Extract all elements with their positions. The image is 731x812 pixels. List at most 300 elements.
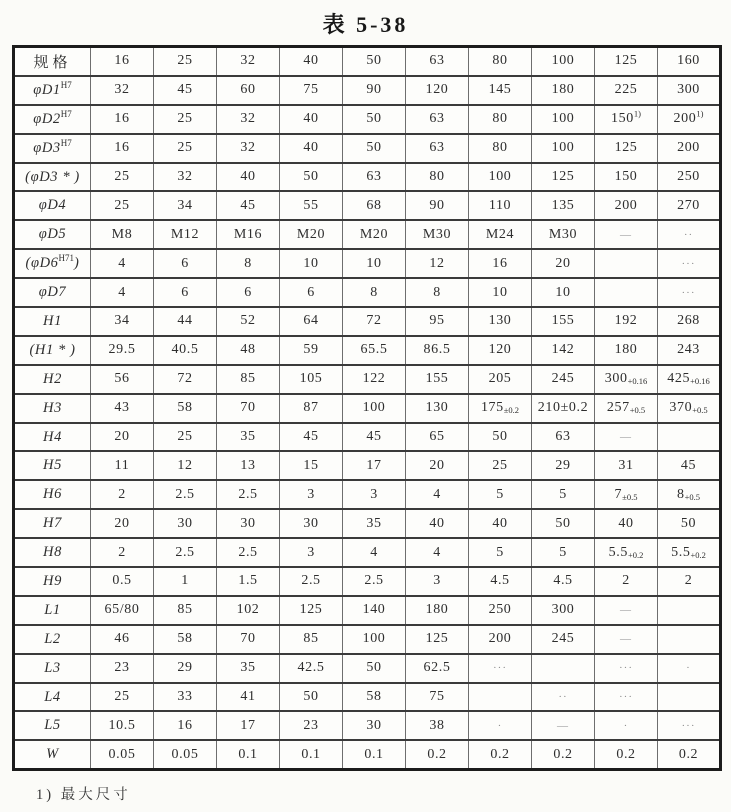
table-cell: 210±0.2 <box>532 394 595 423</box>
table-cell: 25 <box>154 105 217 134</box>
table-cell: 6 <box>280 278 343 307</box>
table-cell: 80 <box>469 105 532 134</box>
table-cell: 300 <box>532 596 595 625</box>
table-cell: 20 <box>532 249 595 278</box>
table-cell: 150$^{1)}$ <box>595 105 658 134</box>
table-cell: 30 <box>280 509 343 538</box>
table-cell: 130 <box>469 307 532 336</box>
table-cell: 25 <box>154 47 217 76</box>
table-cell: 200 <box>658 134 721 163</box>
table-row <box>14 249 721 278</box>
table-cell: 245 <box>532 625 595 654</box>
table-cell: 30 <box>154 509 217 538</box>
table-cell: 4.5 <box>532 567 595 596</box>
table-cell <box>469 683 532 712</box>
table-cell: · <box>658 654 721 683</box>
table-cell: 16 <box>469 249 532 278</box>
table-cell <box>658 625 721 654</box>
table-cell: 140 <box>343 596 406 625</box>
table-row <box>14 480 721 509</box>
table-cell: ··· <box>595 654 658 683</box>
table-cell: ··· <box>595 683 658 712</box>
table-cell: 200 <box>469 625 532 654</box>
table-cell: 268 <box>658 307 721 336</box>
table-cell: 35 <box>217 423 280 452</box>
table-cell: 70 <box>217 394 280 423</box>
table-cell: 45 <box>280 423 343 452</box>
table-cell: 72 <box>343 307 406 336</box>
table-cell: — <box>595 220 658 249</box>
table-cell: 0.2 <box>532 740 595 769</box>
table-row <box>14 278 721 307</box>
table-row <box>14 654 721 683</box>
table-row <box>14 307 721 336</box>
table-cell: 32 <box>217 47 280 76</box>
table-cell: 225 <box>595 76 658 105</box>
table-cell: 59 <box>280 336 343 365</box>
table-cell: 32 <box>217 134 280 163</box>
table-cell: 85 <box>217 365 280 394</box>
table-cell: ·· <box>532 683 595 712</box>
table-cell: M30 <box>532 220 595 249</box>
table-cell: 58 <box>154 625 217 654</box>
table-cell: 58 <box>154 394 217 423</box>
table-cell: 65.5 <box>343 336 406 365</box>
table-cell: M20 <box>280 220 343 249</box>
spec-table <box>12 45 722 771</box>
table-cell: 0.05 <box>91 740 154 769</box>
table-cell: 5 <box>469 538 532 567</box>
table-cell: 4 <box>91 249 154 278</box>
row-label-cell: H4 <box>14 423 91 452</box>
table-cell: $5.5_{+0.2}$ <box>658 538 721 567</box>
footnote: 1) 最大尺寸 <box>36 787 131 803</box>
table-cell: 2.5 <box>154 480 217 509</box>
table-row <box>14 451 721 480</box>
table-cell: 4.5 <box>469 567 532 596</box>
row-label-cell: W <box>14 740 91 769</box>
table-cell: $7_{\pm 0.5}$ <box>595 480 658 509</box>
table-cell: $8_{+0.5}$ <box>658 480 721 509</box>
table-cell: 40 <box>217 163 280 192</box>
table-cell: 110 <box>469 191 532 220</box>
table-cell: M8 <box>91 220 154 249</box>
table-cell: 33 <box>154 683 217 712</box>
table-cell: 102 <box>217 596 280 625</box>
table-cell: 50 <box>280 163 343 192</box>
table-cell: 0.1 <box>217 740 280 769</box>
table-row <box>14 163 721 192</box>
table-cell: $425_{+0.16}$ <box>658 365 721 394</box>
table-cell: 25 <box>91 191 154 220</box>
table-cell: 15 <box>280 451 343 480</box>
table-cell: 3 <box>343 480 406 509</box>
table-row <box>14 47 721 76</box>
table-cell: ··· <box>469 654 532 683</box>
row-label-cell: L3 <box>14 654 91 683</box>
table-cell: 25 <box>154 423 217 452</box>
table-cell: 10 <box>532 278 595 307</box>
table-cell: 2 <box>91 480 154 509</box>
table-cell: 40 <box>280 47 343 76</box>
table-cell <box>658 423 721 452</box>
row-label-cell: L2 <box>14 625 91 654</box>
row-label-cell: $(\varphi D6^{H71})$ <box>14 249 91 278</box>
table-row <box>14 105 721 134</box>
table-cell: 45 <box>658 451 721 480</box>
table-cell: 48 <box>217 336 280 365</box>
row-label-cell: H2 <box>14 365 91 394</box>
table-cell: 50 <box>532 509 595 538</box>
table-cell: 130 <box>406 394 469 423</box>
table-cell: 63 <box>406 134 469 163</box>
table-cell: M12 <box>154 220 217 249</box>
table-cell <box>595 278 658 307</box>
table-cell: 3 <box>406 567 469 596</box>
table-row <box>14 567 721 596</box>
row-label-cell: $\varphi D1^{H7}$ <box>14 76 91 105</box>
table-cell: $175_{\pm 0.2}$ <box>469 394 532 423</box>
table-cell: 68 <box>343 191 406 220</box>
table-cell: 29.5 <box>91 336 154 365</box>
table-cell: 63 <box>343 163 406 192</box>
table-cell: 3 <box>280 538 343 567</box>
table-cell: $257_{+0.5}$ <box>595 394 658 423</box>
table-cell: 29 <box>532 451 595 480</box>
table-cell: 80 <box>469 134 532 163</box>
table-cell: 29 <box>154 654 217 683</box>
table-cell: 56 <box>91 365 154 394</box>
table-cell: 0.5 <box>91 567 154 596</box>
row-label-cell: $\varphi D2^{H7}$ <box>14 105 91 134</box>
table-cell: 2.5 <box>280 567 343 596</box>
table-cell: 40 <box>280 134 343 163</box>
table-cell: 34 <box>154 191 217 220</box>
table-cell: 8 <box>343 278 406 307</box>
table-cell: 35 <box>343 509 406 538</box>
table-cell: 87 <box>280 394 343 423</box>
table-cell: 4 <box>406 538 469 567</box>
table-cell: 25 <box>154 134 217 163</box>
table-cell: 45 <box>154 76 217 105</box>
table-title: 表 5-38 <box>322 12 409 37</box>
table-cell: 85 <box>154 596 217 625</box>
table-row <box>14 76 721 105</box>
table-cell: · <box>595 711 658 740</box>
table-cell: 4 <box>91 278 154 307</box>
table-cell: 5 <box>469 480 532 509</box>
table-cell: 142 <box>532 336 595 365</box>
table-cell: 50 <box>343 654 406 683</box>
table-row <box>14 711 721 740</box>
table-cell: 90 <box>406 191 469 220</box>
table-cell: 95 <box>406 307 469 336</box>
table-cell: 125 <box>595 47 658 76</box>
table-cell: 150 <box>595 163 658 192</box>
table-cell: 17 <box>343 451 406 480</box>
table-cell: 1.5 <box>217 567 280 596</box>
row-label-cell: L4 <box>14 683 91 712</box>
table-cell: 45 <box>343 423 406 452</box>
table-cell: — <box>595 625 658 654</box>
table-row <box>14 365 721 394</box>
table-cell: 2.5 <box>217 538 280 567</box>
row-label-cell: H8 <box>14 538 91 567</box>
table-cell: 60 <box>217 76 280 105</box>
table-cell: 0.05 <box>154 740 217 769</box>
table-cell: ··· <box>658 278 721 307</box>
table-cell: 31 <box>595 451 658 480</box>
table-cell: 122 <box>343 365 406 394</box>
table-cell: 23 <box>280 711 343 740</box>
table-cell: 50 <box>469 423 532 452</box>
table-cell: 125 <box>595 134 658 163</box>
table-cell: 200 <box>595 191 658 220</box>
table-cell: 42.5 <box>280 654 343 683</box>
table-cell: 43 <box>91 394 154 423</box>
table-cell: — <box>595 423 658 452</box>
table-cell: M16 <box>217 220 280 249</box>
table-cell: 200$^{1)}$ <box>658 105 721 134</box>
table-cell: 100 <box>532 47 595 76</box>
table-cell: 0.2 <box>595 740 658 769</box>
table-row <box>14 596 721 625</box>
table-cell: 125 <box>280 596 343 625</box>
table-cell: 2.5 <box>154 538 217 567</box>
table-cell: 10 <box>280 249 343 278</box>
table-cell: 6 <box>217 278 280 307</box>
table-cell: 4 <box>406 480 469 509</box>
table-cell: 0.1 <box>280 740 343 769</box>
table-cell: 192 <box>595 307 658 336</box>
table-cell: 62.5 <box>406 654 469 683</box>
row-label-cell: H1 <box>14 307 91 336</box>
table-cell: 17 <box>217 711 280 740</box>
table-cell: 1 <box>154 567 217 596</box>
table-cell: 6 <box>154 249 217 278</box>
table-cell: 25 <box>91 683 154 712</box>
table-cell: 40.5 <box>154 336 217 365</box>
table-cell: 0.2 <box>469 740 532 769</box>
row-label-cell: L1 <box>14 596 91 625</box>
row-label-cell: φD5 <box>14 220 91 249</box>
table-cell: 72 <box>154 365 217 394</box>
row-label-cell: H3 <box>14 394 91 423</box>
table-cell: — <box>595 596 658 625</box>
table-cell: 2.5 <box>217 480 280 509</box>
table-row <box>14 220 721 249</box>
table-cell: 58 <box>343 683 406 712</box>
table-cell: 11 <box>91 451 154 480</box>
table-cell: 25 <box>91 163 154 192</box>
table-cell: 120 <box>469 336 532 365</box>
table-cell: 250 <box>469 596 532 625</box>
table-cell: 270 <box>658 191 721 220</box>
table-cell: 25 <box>469 451 532 480</box>
table-cell: 40 <box>469 509 532 538</box>
table-cell: 2 <box>658 567 721 596</box>
row-label-cell: H6 <box>14 480 91 509</box>
table-cell: 32 <box>154 163 217 192</box>
table-cell: 20 <box>91 423 154 452</box>
table-cell: 20 <box>91 509 154 538</box>
table-row <box>14 538 721 567</box>
table-cell: 32 <box>91 76 154 105</box>
row-label-cell: (φD3 * ) <box>14 163 91 192</box>
row-label-cell: H9 <box>14 567 91 596</box>
table-cell: 64 <box>280 307 343 336</box>
table-cell <box>532 654 595 683</box>
table-cell: 86.5 <box>406 336 469 365</box>
table-cell: 63 <box>406 105 469 134</box>
table-cell: 10 <box>469 278 532 307</box>
table-cell: 135 <box>532 191 595 220</box>
table-cell: 46 <box>91 625 154 654</box>
table-cell: ··· <box>658 249 721 278</box>
table-cell: 160 <box>658 47 721 76</box>
table-cell: $5.5_{+0.2}$ <box>595 538 658 567</box>
table-cell: 30 <box>343 711 406 740</box>
table-cell: 205 <box>469 365 532 394</box>
table-cell: 100 <box>532 105 595 134</box>
table-cell: 2 <box>91 538 154 567</box>
table-cell: 180 <box>406 596 469 625</box>
table-cell: 243 <box>658 336 721 365</box>
table-cell: 125 <box>532 163 595 192</box>
table-cell: 32 <box>217 105 280 134</box>
spec-table-body <box>14 47 721 770</box>
row-label-cell: H5 <box>14 451 91 480</box>
table-cell: 12 <box>406 249 469 278</box>
table-cell: 16 <box>91 105 154 134</box>
table-cell: 100 <box>343 394 406 423</box>
table-cell: 50 <box>280 683 343 712</box>
table-cell: M24 <box>469 220 532 249</box>
table-cell: 30 <box>217 509 280 538</box>
table-cell: M30 <box>406 220 469 249</box>
table-cell: 125 <box>406 625 469 654</box>
table-row <box>14 625 721 654</box>
table-cell: 80 <box>406 163 469 192</box>
table-cell: 145 <box>469 76 532 105</box>
table-row <box>14 134 721 163</box>
table-cell: 65 <box>406 423 469 452</box>
table-cell: 50 <box>343 105 406 134</box>
table-cell: — <box>532 711 595 740</box>
table-cell: 55 <box>280 191 343 220</box>
table-cell: · <box>469 711 532 740</box>
table-cell: 16 <box>91 47 154 76</box>
table-cell: $370_{+0.5}$ <box>658 394 721 423</box>
table-cell: ·· <box>658 220 721 249</box>
table-row <box>14 509 721 538</box>
table-cell: 75 <box>406 683 469 712</box>
table-cell: 16 <box>154 711 217 740</box>
row-label-cell: φD7 <box>14 278 91 307</box>
table-cell: 90 <box>343 76 406 105</box>
table-cell: 40 <box>406 509 469 538</box>
row-label-cell: $\varphi D3^{H7}$ <box>14 134 91 163</box>
table-cell: 5 <box>532 480 595 509</box>
table-cell: 70 <box>217 625 280 654</box>
row-label-cell: 规格 <box>14 47 91 76</box>
table-cell: 63 <box>406 47 469 76</box>
table-cell: 13 <box>217 451 280 480</box>
table-cell: 45 <box>217 191 280 220</box>
table-cell: 44 <box>154 307 217 336</box>
table-cell: 65/80 <box>91 596 154 625</box>
table-cell: 2.5 <box>343 567 406 596</box>
table-cell: 34 <box>91 307 154 336</box>
table-cell: 3 <box>280 480 343 509</box>
table-cell: 85 <box>280 625 343 654</box>
table-cell: 10 <box>343 249 406 278</box>
table-cell: 40 <box>595 509 658 538</box>
table-cell: 50 <box>658 509 721 538</box>
table-cell: 105 <box>280 365 343 394</box>
table-cell <box>595 249 658 278</box>
table-cell: 245 <box>532 365 595 394</box>
table-cell: 52 <box>217 307 280 336</box>
table-cell: 5 <box>532 538 595 567</box>
row-label-cell: φD4 <box>14 191 91 220</box>
table-row <box>14 423 721 452</box>
table-cell: 80 <box>469 47 532 76</box>
table-cell: 50 <box>343 134 406 163</box>
table-cell: $300_{+0.16}$ <box>595 365 658 394</box>
table-cell: 40 <box>280 105 343 134</box>
table-cell <box>658 596 721 625</box>
table-cell: 41 <box>217 683 280 712</box>
table-cell: 300 <box>658 76 721 105</box>
table-cell: 23 <box>91 654 154 683</box>
table-cell: M20 <box>343 220 406 249</box>
table-cell: 100 <box>343 625 406 654</box>
table-cell: 2 <box>595 567 658 596</box>
table-cell: 50 <box>343 47 406 76</box>
table-cell: ··· <box>658 711 721 740</box>
table-cell: 155 <box>406 365 469 394</box>
table-cell: 0.2 <box>658 740 721 769</box>
row-label-cell: L5 <box>14 711 91 740</box>
table-row <box>14 394 721 423</box>
table-cell <box>658 683 721 712</box>
table-cell: 8 <box>406 278 469 307</box>
table-cell: 120 <box>406 76 469 105</box>
table-cell: 12 <box>154 451 217 480</box>
table-cell: 180 <box>532 76 595 105</box>
table-cell: 38 <box>406 711 469 740</box>
table-cell: 8 <box>217 249 280 278</box>
table-cell: 6 <box>154 278 217 307</box>
table-cell: 100 <box>469 163 532 192</box>
table-cell: 155 <box>532 307 595 336</box>
row-label-cell: (H1 * ) <box>14 336 91 365</box>
table-cell: 20 <box>406 451 469 480</box>
table-row <box>14 683 721 712</box>
table-cell: 100 <box>532 134 595 163</box>
table-cell: 250 <box>658 163 721 192</box>
table-cell: 0.2 <box>406 740 469 769</box>
table-cell: 10.5 <box>91 711 154 740</box>
table-cell: 16 <box>91 134 154 163</box>
table-cell: 75 <box>280 76 343 105</box>
table-cell: 63 <box>532 423 595 452</box>
row-label-cell: H7 <box>14 509 91 538</box>
table-row <box>14 191 721 220</box>
table-row <box>14 740 721 769</box>
table-cell: 180 <box>595 336 658 365</box>
